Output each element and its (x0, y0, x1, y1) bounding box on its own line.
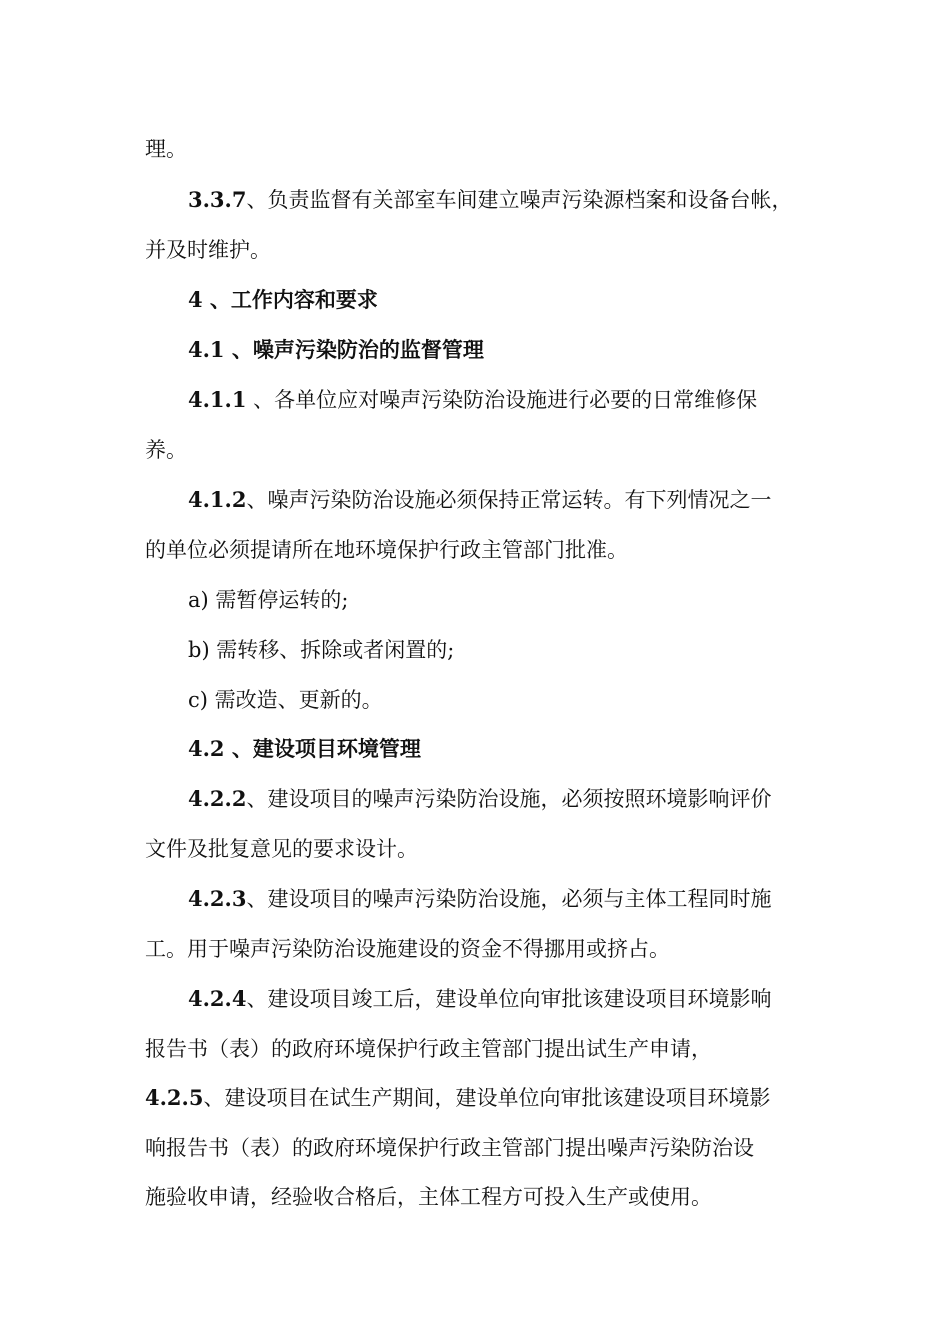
section-number: 4.2.5 (145, 1085, 204, 1110)
heading-text: 4 、工作内容和要求 (188, 287, 378, 312)
section-number: 4.1.1 (188, 387, 247, 412)
paragraph-line (145, 234, 850, 266)
paragraph-line (145, 133, 850, 165)
heading-text: 4.1 、噪声污染防治的监督管理 (188, 337, 484, 362)
line-text: 养。 (145, 438, 187, 462)
list-item (188, 584, 850, 616)
paragraph-line (145, 933, 850, 965)
list-item (188, 684, 850, 716)
line-text: 、建设项目竣工后，建设单位向审批该建设项目环境影响 (246, 987, 772, 1011)
paragraph-line (145, 1132, 850, 1164)
line-text: 报告书（表）的政府环境保护行政主管部门提出试生产申请， (145, 1037, 712, 1061)
line-text: 施验收申请，经验收合格后，主体工程方可投入生产或使用。 (145, 1185, 712, 1209)
paragraph-line (145, 534, 850, 566)
paragraph-line (188, 883, 850, 915)
list-item (188, 634, 850, 666)
paragraph-line (188, 384, 850, 416)
list-item-text: c) 需改造、更新的。 (188, 688, 383, 712)
subsection-heading (188, 334, 850, 366)
heading-text: 4.2 、建设项目环境管理 (188, 736, 421, 761)
paragraph-line (188, 983, 850, 1015)
line-text: 、负责监督有关部室车间建立噪声污染源档案和设备台帐， (246, 188, 793, 212)
section-number: 4.2.2 (188, 786, 247, 811)
paragraph-line (188, 783, 850, 815)
line-text: 响报告书（表）的政府环境保护行政主管部门提出噪声污染防治设 (145, 1136, 754, 1160)
list-item-text: a) 需暂停运转的; (188, 588, 349, 612)
section-heading (188, 284, 850, 316)
paragraph-line (188, 184, 850, 216)
line-text: 、建设项目在试生产期间，建设单位向审批该建设项目环境影 (203, 1086, 771, 1110)
line-text: 理。 (145, 137, 187, 161)
section-number: 4.2.4 (188, 986, 247, 1011)
line-text: 文件及批复意见的要求设计。 (145, 837, 418, 861)
line-text: 、各单位应对噪声污染防治设施进行必要的日常维修保 (246, 388, 758, 412)
line-text: 、噪声污染防治设施必须保持正常运转。有下列情况之一 (246, 488, 772, 512)
paragraph-line (145, 434, 850, 466)
paragraph-line (188, 484, 850, 516)
line-text: 并及时维护。 (145, 238, 271, 262)
line-text: 、建设项目的噪声污染防治设施，必须按照环境影响评价 (246, 787, 772, 811)
paragraph-line (145, 833, 850, 865)
section-number: 3.3.7 (188, 187, 247, 212)
paragraph-line (145, 1033, 850, 1065)
line-text: 工。用于噪声污染防治设施建设的资金不得挪用或挤占。 (145, 937, 670, 961)
list-item-text: b) 需转移、拆除或者闲置的; (188, 638, 455, 662)
line-text: 、建设项目的噪声污染防治设施，必须与主体工程同时施 (246, 887, 772, 911)
section-number: 4.2.3 (188, 886, 247, 911)
line-text: 的单位必须提请所在地环境保护行政主管部门批准。 (145, 538, 628, 562)
subsection-heading (188, 733, 850, 765)
section-number: 4.1.2 (188, 487, 247, 512)
paragraph-line (145, 1181, 850, 1213)
paragraph-line (145, 1082, 850, 1114)
